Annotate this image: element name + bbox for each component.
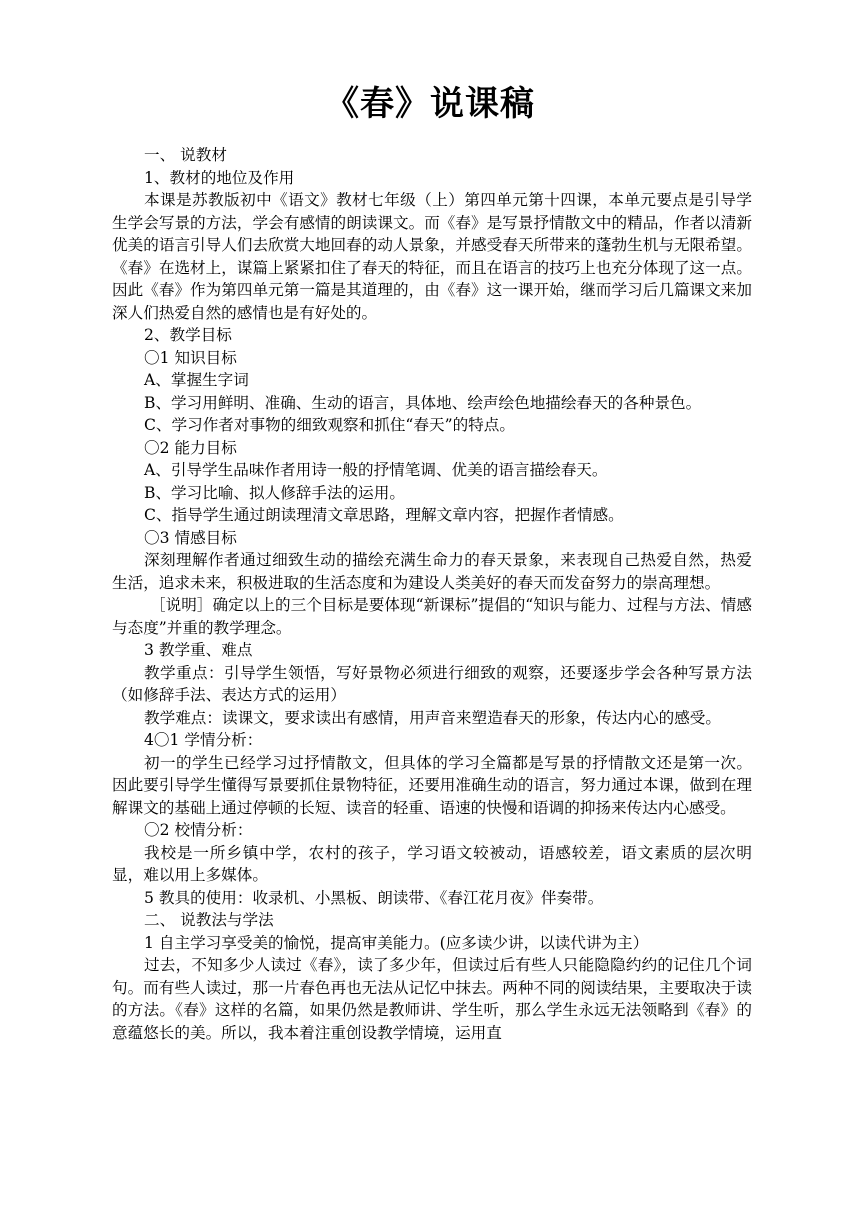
subsection-heading: 3 教学重、难点: [144, 641, 253, 659]
paragraph: 过去，不知多少人读过《春》，读了多少年，但读过后有些人只能隐隐约约的记住几个词句。而有些人读过，那一片春色再也无法从记忆中抹去。两种不同的阅读结果，主要取决于读的方法。《春》这样的名篇，如果仍然是教师讲、学生听，那么学生永远无法领略到《春》的意蕴悠长的美。所以，我本着注重创设教学情境，运用直: [112, 956, 752, 1042]
list-heading: 〇1 知识目标: [144, 348, 237, 367]
paragraph: 初一的学生已经学习过抒情散文，但具体的学习全篇都是写景的抒情散文还是第一次。因此要引导学生懂得写景要抓住景物特征，还要用准确生动的语言，努力通过本课，做到在理解课文的基础上通过停顿的长短、读音的轻重、语速的快慢和语调的抑扬来传达内心感受。: [112, 753, 752, 817]
section-heading: 一、 说教材: [144, 146, 227, 164]
list-item: C、指导学生通过朗读理清文章思路，理解文章内容，把握作者情感。: [144, 506, 624, 524]
list-item: B、学习用鲜明、准确、生动的语言，具体地、绘声绘色地描绘春天的各种景色。: [144, 393, 702, 412]
document-title: 《春》说课稿: [325, 84, 535, 124]
paragraph: 本课是苏教版初中《语文》教材七年级（上）第四单元第十四课，本单元要点是引导学生学会写景的方法，学会有感情的朗读课文。而《春》是写景抒情散文中的精品，作者以清新优美的语言引导人们去欣赏大地回春的动人景象，并感受春天所带来的蓬勃生机与无限希望。《春》在选材上，谋篇上紧紧扣住了春天的特征，而且在语言的技巧上也充分体现了这一点。因此《春》作为第四单元第一篇是其道理的，由《春》这一课开始，继而学习后几篇课文来加深人们热爱自然的感情也是有好处的。: [112, 191, 752, 322]
list-heading: 〇2 校情分析：: [144, 821, 253, 839]
list-item: C、学习作者对事物的细致观察和抓住“春天”的特点。: [144, 416, 515, 434]
subsection-heading: 2、教学目标: [144, 326, 232, 344]
list-item: A、引导学生品味作者用诗一般的抒情笔调、优美的语言描绘春天。: [144, 461, 608, 479]
subsection-heading: 4〇1 学情分析：: [144, 731, 263, 749]
list-item: A、掌握生字词: [144, 371, 249, 389]
subsection-heading: 1、教材的地位及作用: [144, 168, 295, 187]
note-paragraph: ［说明］确定以上的三个目标是要体现“新课标”提倡的“知识与能力、过程与方法、情感与态度”并重的教学理念。: [112, 596, 752, 637]
list-item: B、学习比喻、拟人修辞手法的运用。: [144, 483, 405, 502]
subsection-heading: 1 自主学习享受美的愉悦，提高审美能力。(应多读少讲，以读代讲为主）: [144, 933, 649, 952]
paragraph: 我校是一所乡镇中学，农村的孩子，学习语文较被动，语感较差，语文素质的层次明显，难以用上多媒体。: [112, 843, 752, 884]
list-heading: 〇3 情感目标: [144, 528, 237, 547]
paragraph: 教学重点：引导学生领悟，写好景物必须进行细致的观察，还要逐步学会各种写景方法（如修辞手法、表达方式的运用）: [112, 663, 752, 704]
section-heading: 二、 说教法与学法: [144, 911, 274, 929]
document-body: [112, 144, 752, 1044]
subsection-heading: 5 教具的使用：收录机、小黑板、朗读带、《春江花月夜》伴奏带。: [144, 888, 604, 907]
list-heading: 〇2 能力目标: [144, 438, 237, 457]
paragraph: 深刻理解作者通过细致生动的描绘充满生命力的春天景象，来表现自己热爱自然，热爱生活，追求未来，积极进取的生活态度和为建设人类美好的春天而发奋努力的崇高理想。: [112, 551, 752, 592]
paragraph: 教学难点：读课文，要求读出有感情，用声音来塑造春天的形象，传达内心的感受。: [144, 708, 721, 727]
